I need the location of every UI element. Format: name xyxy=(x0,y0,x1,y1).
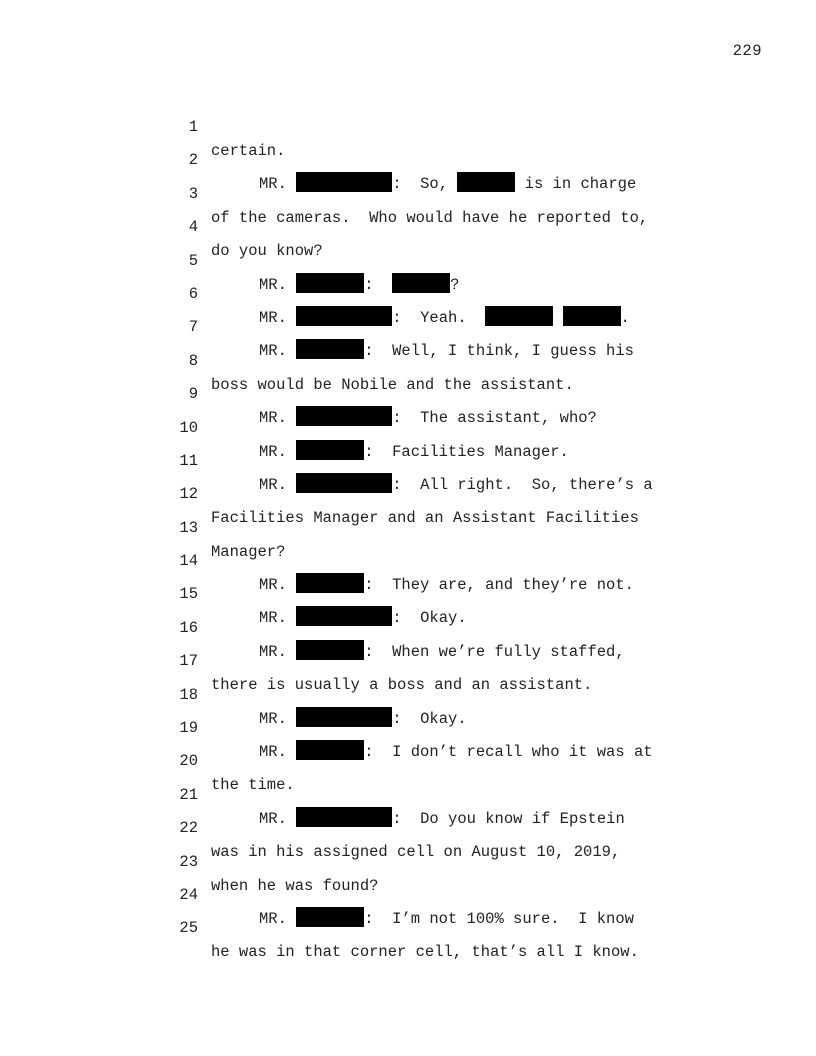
line-number: 8 xyxy=(188,351,198,370)
transcript-lines xyxy=(0,91,816,962)
line-number: 12 xyxy=(179,485,198,504)
transcript-line xyxy=(0,258,816,327)
transcript-line xyxy=(0,659,816,728)
line-text: MR. : Facilities Manager. xyxy=(259,440,569,464)
transcript-line xyxy=(0,425,816,494)
line-text: MR. : I don’t recall who it was at xyxy=(259,740,653,764)
line-text: MR. : I’m not 100% sure. I know xyxy=(259,907,634,931)
line-number: 24 xyxy=(179,885,198,904)
transcript-line xyxy=(0,492,816,561)
line-number: 17 xyxy=(179,652,198,671)
line-number: 1 xyxy=(188,118,198,136)
transcript-line xyxy=(0,291,816,361)
line-number: 7 xyxy=(188,318,198,337)
line-number: 23 xyxy=(179,852,198,871)
line-text: when he was found? xyxy=(211,876,379,895)
line-text: certain. xyxy=(211,142,286,160)
line-text: MR. : They are, and they’re not. xyxy=(259,573,634,597)
line-text: MR. : ? xyxy=(259,273,459,297)
transcript-line xyxy=(0,325,816,394)
line-number: 22 xyxy=(179,819,198,838)
line-number: 11 xyxy=(179,451,198,470)
transcript-line xyxy=(0,124,816,194)
line-number: 20 xyxy=(179,752,198,771)
line-number: 25 xyxy=(179,919,198,938)
line-number: 4 xyxy=(188,218,198,237)
transcript-line xyxy=(0,759,816,828)
line-number: 16 xyxy=(179,618,198,637)
transcript-line xyxy=(0,859,816,928)
line-text: MR. : All right. So, there’s a xyxy=(259,473,653,497)
line-text: there is usually a boss and an assistant. xyxy=(211,676,593,695)
line-text: of the cameras. Who would have he reported to, xyxy=(211,208,649,227)
line-number: 3 xyxy=(188,184,198,203)
line-number: 21 xyxy=(179,785,198,804)
transcript-line xyxy=(0,191,816,261)
line-text: was in his assigned cell on August 10, 2019, xyxy=(211,843,621,862)
line-text: MR. : When we’re fully staffed, xyxy=(259,640,625,664)
line-text: he was in that corner cell, that’s all I know. xyxy=(211,943,639,962)
line-number: 5 xyxy=(188,251,198,270)
line-number: 15 xyxy=(179,585,198,604)
line-number: 2 xyxy=(188,151,198,170)
line-number: 10 xyxy=(179,418,198,437)
transcript-line xyxy=(0,225,816,294)
line-text: boss would be Nobile and the assistant. xyxy=(211,375,574,394)
line-text: MR. : So, is in charge xyxy=(259,172,636,196)
line-number: 18 xyxy=(179,685,198,704)
line-text: Facilities Manager and an Assistant Facilities xyxy=(211,509,639,528)
transcript-line xyxy=(0,592,816,661)
line-number: 9 xyxy=(188,385,198,404)
transcript-line xyxy=(0,892,816,962)
line-text: MR. : Yeah. . xyxy=(259,306,630,330)
line-text: MR. : The assistant, who? xyxy=(259,406,597,430)
line-text: MR. : Okay. xyxy=(259,707,467,731)
transcript-line xyxy=(0,91,816,160)
page-number: 229 xyxy=(732,42,762,60)
line-text: MR. : Okay. xyxy=(259,606,467,630)
line-number: 6 xyxy=(188,284,198,303)
transcript-line xyxy=(0,158,816,227)
line-text: MR. : Well, I think, I guess his xyxy=(259,339,634,363)
line-text: do you know? xyxy=(211,242,323,261)
line-text: MR. : Do you know if Epstein xyxy=(259,807,625,831)
line-number: 14 xyxy=(179,552,198,571)
line-number: 19 xyxy=(179,719,198,738)
line-text: the time. xyxy=(211,776,295,795)
line-number: 13 xyxy=(179,518,198,537)
line-text: Manager? xyxy=(211,542,286,561)
